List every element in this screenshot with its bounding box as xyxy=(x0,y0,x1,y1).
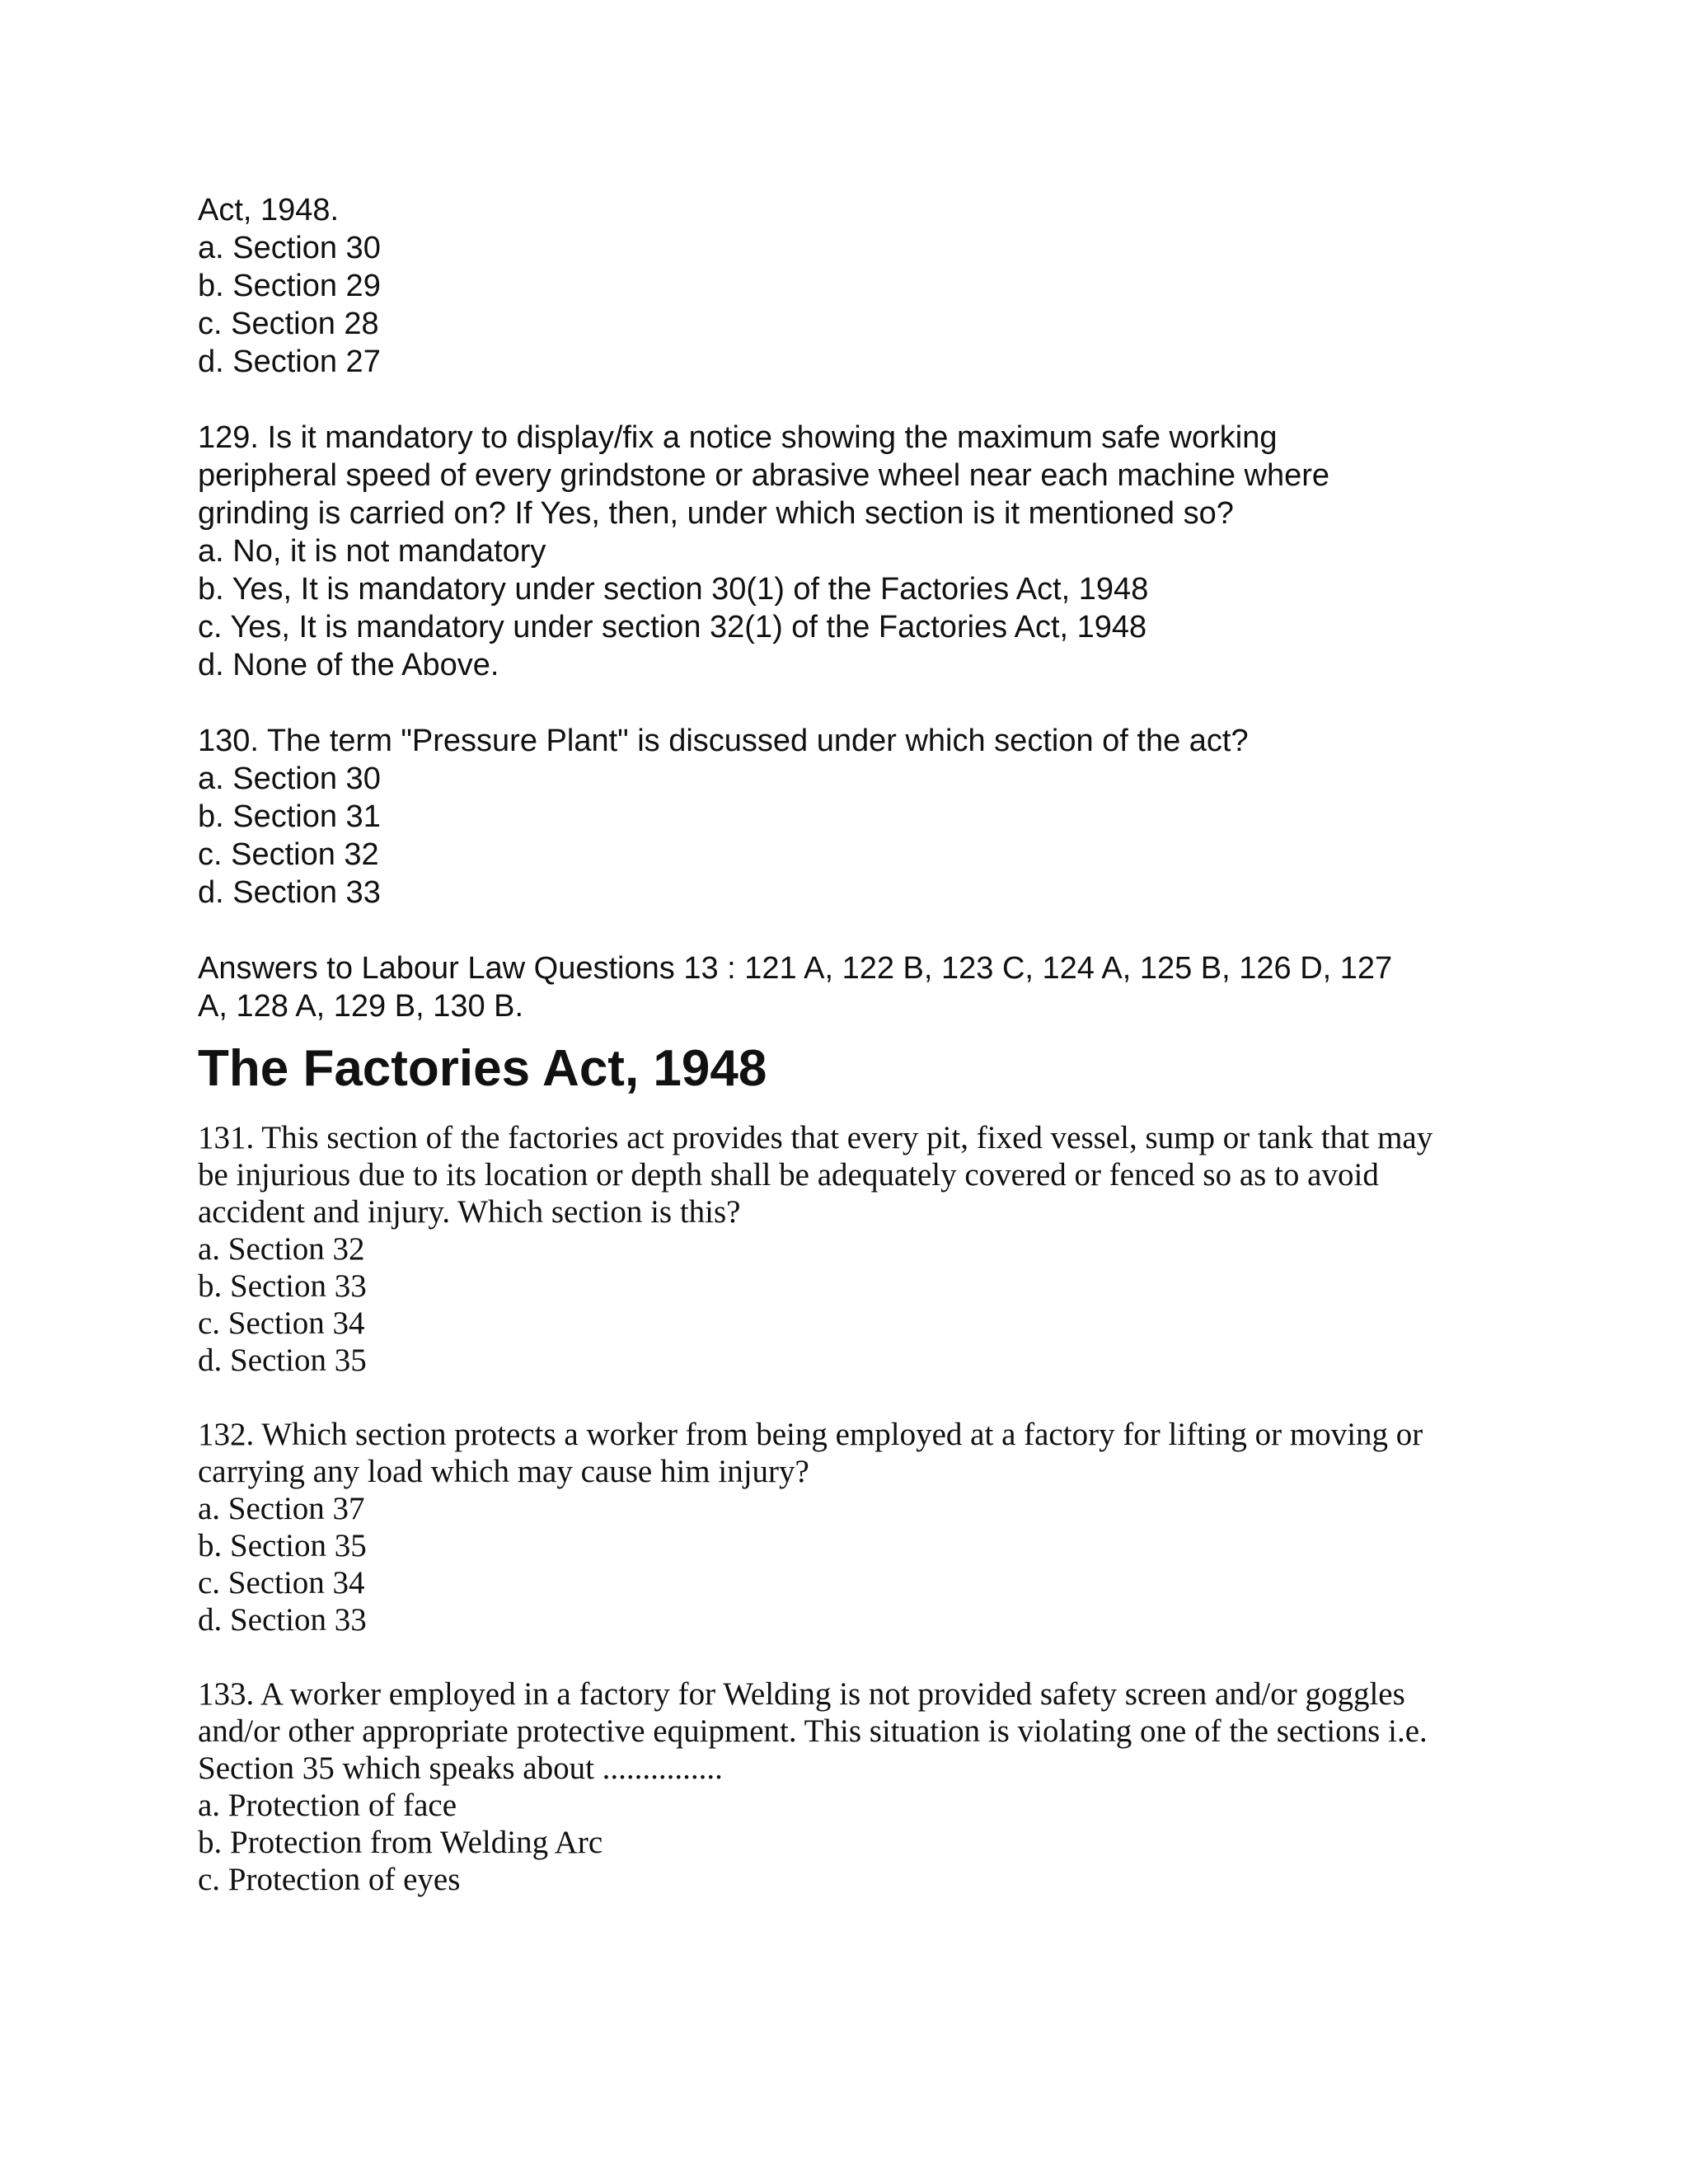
option-c: c. Yes, It is mandatory under section 32(1) of the Factories Act, 1948 xyxy=(198,610,1147,644)
option-b: b. Section 35 xyxy=(198,1528,367,1563)
option-c: c. Section 34 xyxy=(198,1305,365,1341)
option-a: a. Section 30 xyxy=(198,231,381,265)
question-text-line: Section 35 which speaks about ............... xyxy=(198,1750,723,1786)
section-heading: The Factories Act, 1948 xyxy=(198,1040,767,1097)
question-133 xyxy=(198,1675,1484,1898)
option-b: b. Section 31 xyxy=(198,799,381,834)
question-text-line: carrying any load which may cause him injury? xyxy=(198,1454,809,1489)
question-text-line: peripheral speed of every grindstone or abrasive wheel near each machine where xyxy=(198,458,1330,493)
question-text-line: and/or other appropriate protective equipment. This situation is violating one of the sections i.e. xyxy=(198,1713,1428,1749)
answers-line: Answers to Labour Law Questions 13 : 121 A, 122 B, 123 C, 124 A, 125 B, 126 D, 127 xyxy=(198,951,1393,986)
option-d: d. Section 27 xyxy=(198,344,381,379)
option-b: b. Yes, It is mandatory under section 30(1) of the Factories Act, 1948 xyxy=(198,572,1149,607)
option-d: d. Section 33 xyxy=(198,875,381,910)
question-129 xyxy=(198,419,1484,684)
answers-paragraph xyxy=(198,949,1484,1025)
question-text-line: 131. This section of the factories act provides that every pit, fixed vessel, sump or tank that may xyxy=(198,1120,1433,1155)
question-text-line: accident and injury. Which section is this? xyxy=(198,1194,741,1230)
question-text-line: be injurious due to its location or depth shall be adequately covered or fenced so as to avoid xyxy=(198,1157,1379,1193)
option-c: c. Section 28 xyxy=(198,307,379,341)
question-132 xyxy=(198,1416,1484,1638)
answers-line: A, 128 A, 129 B, 130 B. xyxy=(198,989,524,1024)
option-b: b. Section 33 xyxy=(198,1268,367,1304)
question-128-continuation xyxy=(198,191,1484,381)
option-a: a. Section 32 xyxy=(198,1231,365,1267)
question-text-line: grinding is carried on? If Yes, then, under which section is it mentioned so? xyxy=(198,496,1234,531)
document-page xyxy=(198,191,1484,1898)
option-a: a. Section 37 xyxy=(198,1491,365,1526)
option-c: c. Section 32 xyxy=(198,837,379,872)
option-a: a. Protection of face xyxy=(198,1788,457,1823)
option-a: a. Section 30 xyxy=(198,762,381,796)
option-d: d. Section 33 xyxy=(198,1602,367,1638)
option-c: c. Section 34 xyxy=(198,1565,365,1601)
option-d: d. Section 35 xyxy=(198,1343,367,1378)
option-b: b. Protection from Welding Arc xyxy=(198,1825,603,1860)
question-text-line: 132. Which section protects a worker from being employed at a factory for lifting or moving or xyxy=(198,1417,1423,1452)
question-text-line: 129. Is it mandatory to display/fix a notice showing the maximum safe working xyxy=(198,420,1278,455)
question-text-line: 133. A worker employed in a factory for Welding is not provided safety screen and/or goggles xyxy=(198,1676,1405,1712)
option-d: d. None of the Above. xyxy=(198,648,499,682)
option-c: c. Protection of eyes xyxy=(198,1862,461,1897)
question-130 xyxy=(198,722,1484,912)
question-131 xyxy=(198,1119,1484,1379)
question-text-line: 130. The term "Pressure Plant" is discussed under which section of the act? xyxy=(198,724,1249,758)
option-b: b. Section 29 xyxy=(198,269,381,303)
question-text-line: Act, 1948. xyxy=(198,193,340,227)
option-a: a. No, it is not mandatory xyxy=(198,534,546,569)
